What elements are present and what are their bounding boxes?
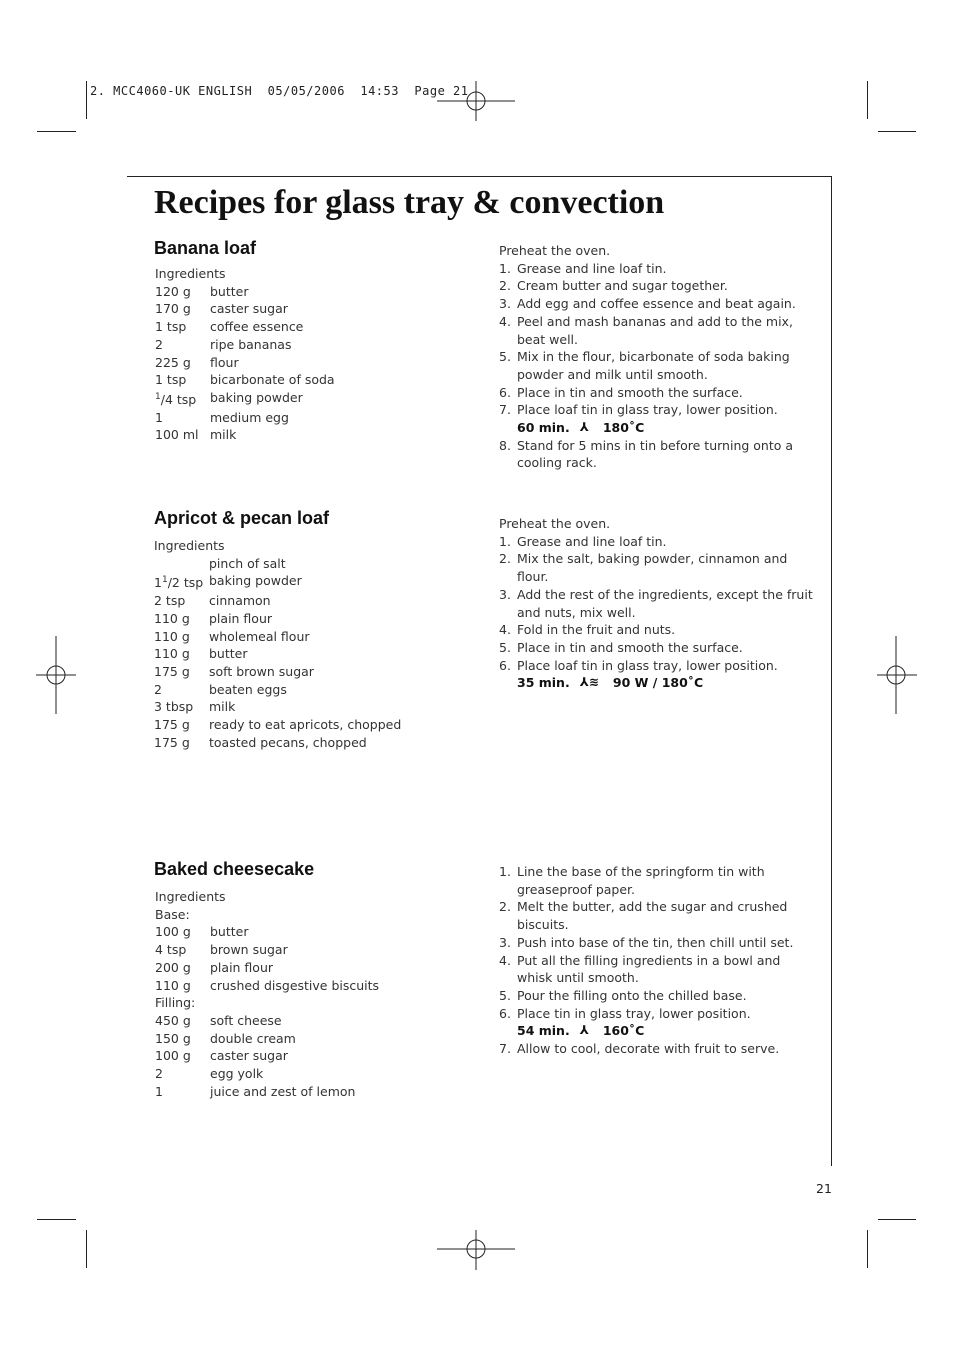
step-text: Grease and line loaf tin. — [517, 260, 667, 276]
ingredient-item: medium egg — [210, 409, 289, 425]
method-step — [499, 533, 819, 551]
ingredient-row — [154, 572, 401, 592]
step-text: Fold in the fruit and nuts. — [517, 622, 676, 638]
step-text: Place loaf tin in glass tray, lower position. — [517, 402, 778, 418]
ingredient-row — [155, 923, 379, 941]
ingredient-qty: 2 — [155, 336, 163, 352]
ingredient-qty: 2 — [154, 681, 162, 697]
method-step — [499, 437, 819, 472]
ingredient-subheading — [155, 994, 379, 1012]
crop-mark — [37, 1219, 76, 1220]
step-number: 3. — [499, 934, 511, 950]
step-text: Mix the salt, baking powder, cinnamon and flour. — [517, 551, 788, 585]
ingredient-item: coffee essence — [210, 319, 304, 335]
crop-mark — [878, 1219, 916, 1220]
cooking-time: 35 min. — [517, 675, 570, 691]
fraction-numerator: 1 — [155, 391, 161, 402]
step-text: Grease and line loaf tin. — [517, 533, 667, 549]
ingredient-row — [154, 628, 401, 646]
method-step — [499, 348, 819, 383]
ingredient-qty: 100 ml — [155, 427, 199, 443]
fraction-whole: 1 — [154, 575, 162, 591]
method-step — [499, 313, 819, 348]
ingredients-label: Ingredients — [155, 266, 226, 281]
method-step — [499, 384, 819, 402]
ingredient-row — [155, 371, 335, 389]
ingredient-list-banana-loaf — [155, 265, 335, 444]
crop-mark — [878, 131, 916, 132]
cooking-setting — [517, 674, 819, 692]
step-number: 8. — [499, 437, 511, 453]
ingredient-qty: 175 g — [154, 717, 190, 733]
ingredient-row — [154, 734, 401, 752]
step-number: 5. — [499, 639, 511, 655]
step-text: Melt the butter, add the sugar and crushed biscuits. — [517, 899, 788, 933]
ingredient-item: plain flour — [209, 610, 273, 626]
crop-mark — [86, 1230, 87, 1268]
step-number: 1. — [499, 864, 511, 879]
cooking-setting — [517, 419, 819, 437]
ingredient-qty: 2 tsp — [154, 593, 186, 609]
ingredient-qty: 450 g — [155, 1012, 191, 1028]
method-step — [499, 1040, 819, 1058]
step-text: Cream butter and sugar together. — [517, 278, 728, 294]
ingredient-qty: 110 g — [154, 610, 190, 626]
step-text: Add egg and coffee essence and beat again. — [517, 296, 796, 312]
method-step — [499, 260, 819, 278]
ingredient-item: egg yolk — [210, 1066, 264, 1082]
step-text: Place tin in glass tray, lower position. — [517, 1005, 751, 1021]
step-text: Stand for 5 mins in tin before turning onto a cooling rack. — [517, 437, 794, 471]
ingredient-item: baking powder — [209, 573, 302, 589]
method-step — [499, 639, 819, 657]
step-number: 4. — [499, 952, 511, 968]
crop-mark — [867, 81, 868, 119]
ingredient-item: soft brown sugar — [209, 664, 314, 680]
ingredient-qty: 110 g — [154, 628, 190, 644]
step-number: 6. — [499, 384, 511, 400]
step-text: Place loaf tin in glass tray, lower position. — [517, 657, 778, 673]
ingredient-list-baked-cheesecake — [155, 888, 379, 1100]
fraction-numerator: 1 — [161, 575, 168, 586]
step-text: Add the rest of the ingredients, except the fruit and nuts, mix well. — [517, 586, 813, 620]
method-step — [499, 657, 819, 675]
ingredient-row — [154, 681, 401, 699]
step-text: Line the base of the springform tin with greaseproof paper. — [517, 864, 765, 897]
ingredient-qty: 120 g — [155, 283, 191, 299]
ingredient-row — [155, 941, 379, 959]
ingredient-item: brown sugar — [210, 942, 288, 958]
ingredient-row — [155, 389, 335, 409]
ingredient-row — [154, 663, 401, 681]
method-step — [499, 934, 819, 952]
cooking-time: 60 min. — [517, 420, 570, 436]
step-number: 6. — [499, 1005, 511, 1021]
ingredient-qty: 4 tsp — [155, 942, 187, 958]
ingredient-group-label: Base: — [155, 906, 190, 922]
ingredient-row — [155, 1083, 379, 1101]
step-text: Allow to cool, decorate with fruit to serve. — [517, 1041, 780, 1057]
cooking-time: 54 min. — [517, 1023, 570, 1039]
preheat-note: Preheat the oven. — [499, 516, 611, 531]
method-step — [499, 295, 819, 313]
step-text: Peel and mash bananas and add to the mix, beat well. — [517, 313, 793, 347]
ingredient-row — [155, 409, 335, 427]
step-number: 1. — [499, 260, 511, 276]
ingredient-row — [155, 1030, 379, 1048]
registration-mark-icon — [36, 636, 76, 714]
step-text: Place in tin and smooth the surface. — [517, 639, 743, 655]
ingredient-item: caster sugar — [210, 1048, 288, 1064]
ingredient-row — [154, 592, 401, 610]
ingredients-label: Ingredients — [154, 538, 225, 553]
cooking-power-temperature: 90 W / 180˚C — [612, 675, 704, 691]
ingredient-row — [155, 300, 335, 318]
method-step — [499, 898, 819, 933]
step-number: 2. — [499, 551, 511, 567]
page-title: Recipes for glass tray & convection — [154, 184, 665, 221]
ingredient-row — [154, 645, 401, 663]
method-step — [499, 550, 819, 585]
ingredient-item: baking powder — [210, 389, 303, 405]
step-text: Pour the filling onto the chilled base. — [517, 987, 747, 1003]
ingredient-qty: 1 — [155, 409, 163, 425]
method-apricot-pecan-loaf — [499, 515, 819, 692]
ingredient-row — [155, 1065, 379, 1083]
page-rule-right — [831, 176, 832, 1166]
ingredient-qty: 110 g — [154, 646, 190, 662]
ingredient-item: butter — [209, 646, 248, 662]
step-number: 3. — [499, 586, 511, 602]
method-step — [499, 1005, 819, 1023]
ingredient-qty — [154, 555, 209, 573]
method-baked-cheesecake — [499, 863, 819, 1058]
ingredient-qty: 150 g — [155, 1030, 191, 1046]
step-number: 2. — [499, 278, 511, 294]
ingredient-subheading — [155, 906, 379, 924]
step-number: 1. — [499, 533, 511, 549]
ingredient-qty: 100 g — [155, 924, 191, 940]
print-slug: 2. MCC4060-UK ENGLISH 05/05/2006 14:53 Page 21 — [90, 84, 469, 98]
cooking-temperature: 160˚C — [602, 1023, 645, 1039]
method-step — [499, 401, 819, 419]
ingredient-row — [155, 283, 335, 301]
ingredient-qty: 3 tbsp — [154, 699, 194, 715]
ingredient-item: milk — [210, 427, 237, 443]
ingredient-item: double cream — [210, 1030, 296, 1046]
registration-mark-icon — [437, 1230, 515, 1270]
step-number: 7. — [499, 402, 511, 418]
ingredient-item: pinch of salt — [209, 555, 286, 571]
method-step — [499, 586, 819, 621]
ingredient-group-label: Filling: — [155, 995, 196, 1011]
method-step — [499, 621, 819, 639]
ingredient-item: butter — [210, 924, 249, 940]
step-number: 4. — [499, 313, 511, 329]
step-number: 6. — [499, 657, 511, 673]
ingredient-qty: 200 g — [155, 959, 191, 975]
step-text: Place in tin and smooth the surface. — [517, 384, 743, 400]
cooking-temperature: 180˚C — [602, 420, 645, 436]
method-step — [499, 277, 819, 295]
ingredient-list-apricot-pecan-loaf — [154, 537, 401, 752]
ingredient-item: ripe bananas — [210, 336, 292, 352]
ingredient-qty: 100 g — [155, 1048, 191, 1064]
ingredient-qty: 170 g — [155, 301, 191, 317]
ingredient-item: crushed disgestive biscuits — [210, 977, 380, 993]
fraction-rest: /4 tsp — [160, 392, 197, 408]
ingredient-qty — [154, 572, 209, 592]
ingredient-qty: 175 g — [154, 664, 190, 680]
ingredient-row — [154, 555, 401, 573]
cooking-setting — [517, 1022, 819, 1040]
method-step — [499, 863, 819, 898]
step-text: Put all the filling ingredients in a bowl and whisk until smooth. — [517, 952, 781, 986]
step-number: 7. — [499, 1041, 511, 1057]
step-text: Push into base of the tin, then chill until set. — [517, 934, 794, 950]
ingredient-item: plain flour — [210, 959, 274, 975]
crop-mark — [37, 131, 76, 132]
ingredient-row — [155, 977, 379, 995]
step-number: 4. — [499, 622, 511, 638]
ingredient-item: wholemeal flour — [209, 628, 310, 644]
ingredient-item: flour — [210, 354, 239, 370]
ingredient-qty — [155, 389, 210, 409]
ingredient-item: butter — [210, 283, 249, 299]
ingredient-item: ready to eat apricots, chopped — [209, 717, 402, 733]
ingredient-item: toasted pecans, chopped — [209, 734, 367, 750]
recipe-title-baked-cheesecake: Baked cheesecake — [154, 859, 315, 879]
ingredient-row — [155, 426, 335, 444]
convection-microwave-icon: ⅄≋ — [579, 675, 599, 690]
crop-mark — [867, 1230, 868, 1268]
step-number: 3. — [499, 296, 511, 312]
ingredient-row — [155, 1047, 379, 1065]
method-step — [499, 987, 819, 1005]
page-rule-top — [127, 176, 832, 177]
ingredient-row — [154, 698, 401, 716]
method-step — [499, 952, 819, 987]
ingredient-qty: 225 g — [155, 354, 191, 370]
recipe-title-banana-loaf: Banana loaf — [154, 238, 257, 258]
step-number: 5. — [499, 349, 511, 365]
ingredient-qty: 110 g — [155, 977, 191, 993]
ingredient-qty: 2 — [155, 1066, 163, 1082]
ingredients-label: Ingredients — [155, 889, 226, 904]
ingredient-item: bicarbonate of soda — [210, 372, 335, 388]
ingredient-row — [155, 354, 335, 372]
ingredient-qty: 1 tsp — [155, 319, 187, 335]
page-number: 21 — [816, 1181, 832, 1196]
ingredient-row — [155, 336, 335, 354]
fraction-rest: /2 tsp — [167, 575, 204, 591]
step-number: 2. — [499, 899, 511, 915]
method-banana-loaf — [499, 242, 819, 472]
preheat-note: Preheat the oven. — [499, 243, 611, 258]
step-number: 5. — [499, 987, 511, 1003]
convection-fan-icon: ⅄ — [579, 420, 589, 435]
crop-mark — [86, 81, 87, 119]
ingredient-item: milk — [209, 699, 236, 715]
ingredient-item: soft cheese — [210, 1012, 282, 1028]
ingredient-qty: 1 — [155, 1083, 163, 1099]
step-text: Mix in the flour, bicarbonate of soda baking powder and milk until smooth. — [517, 349, 790, 382]
ingredient-qty: 175 g — [154, 734, 190, 750]
ingredient-item: caster sugar — [210, 301, 288, 317]
recipe-title-apricot-pecan-loaf: Apricot & pecan loaf — [154, 508, 330, 528]
ingredient-row — [155, 1012, 379, 1030]
ingredient-row — [155, 959, 379, 977]
ingredient-row — [154, 610, 401, 628]
ingredient-row — [155, 318, 335, 336]
ingredient-qty: 1 tsp — [155, 372, 187, 388]
ingredient-item: cinnamon — [209, 593, 271, 609]
registration-mark-icon — [877, 636, 917, 714]
ingredient-row — [154, 716, 401, 734]
ingredient-item: beaten eggs — [209, 681, 287, 697]
convection-fan-icon: ⅄ — [579, 1023, 589, 1038]
registration-mark-icon — [437, 81, 515, 121]
ingredient-item: juice and zest of lemon — [210, 1083, 356, 1099]
